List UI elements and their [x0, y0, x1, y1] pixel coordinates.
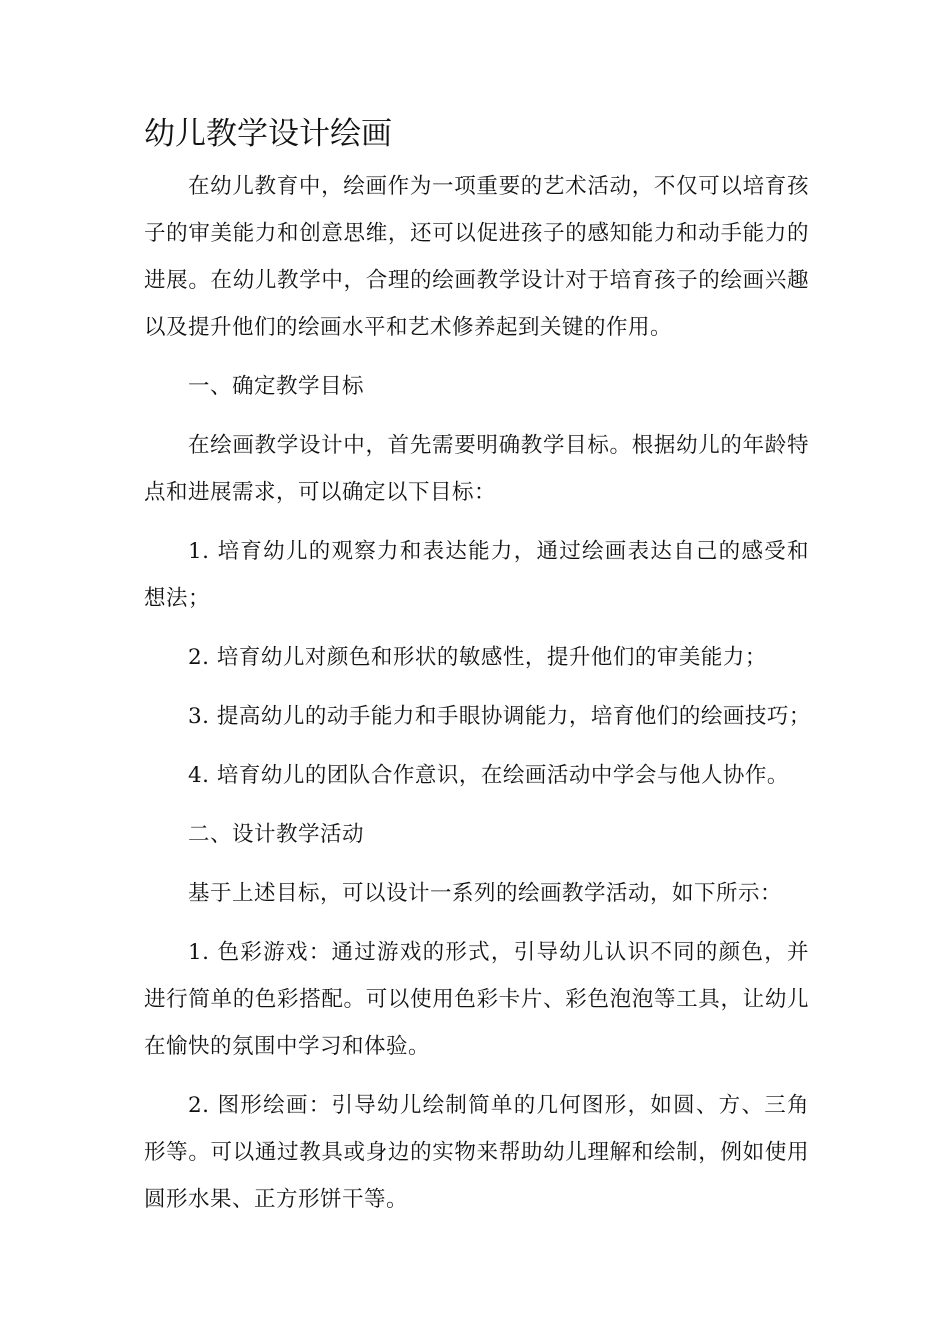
document-title: 幼儿教学设计绘画	[144, 116, 392, 152]
activities-intro-paragraph: 基于上述目标，可以设计一系列的绘画教学活动，如下所示：	[188, 881, 783, 906]
goal-item-4: 4. 培育幼儿的团队合作意识，在绘画活动中学会与他人协作。	[188, 763, 789, 788]
activity-item-1: 1. 色彩游戏：通过游戏的形式，引导幼儿认识不同的颜色，并进行简单的色彩搭配。可以使用色彩卡片、彩色泡泡等工具，让幼儿在愉快的氛围中学习和体验。	[144, 940, 809, 1059]
goal-item-1: 1. 培育幼儿的观察力和表达能力，通过绘画表达自己的感受和想法；	[144, 539, 809, 611]
intro-paragraph: 在幼儿教育中，绘画作为一项重要的艺术活动，不仅可以培育孩子的审美能力和创意思维，还可以促进孩子的感知能力和动手能力的进展。在幼儿教学中，合理的绘画教学设计对于培育孩子的绘画兴趣以及提升他们的绘画水平和艺术修养起到关键的作用。	[144, 174, 809, 340]
activity-item-2: 2. 图形绘画：引导幼儿绘制简单的几何图形，如圆、方、三角形等。可以通过教具或身边的实物来帮助幼儿理解和绘制，例如使用圆形水果、正方形饼干等。	[144, 1093, 809, 1212]
goal-item-2: 2. 培育幼儿对颜色和形状的敏感性，提升他们的审美能力；	[188, 645, 767, 670]
goal-item-3: 3. 提高幼儿的动手能力和手眼协调能力，培育他们的绘画技巧；	[188, 704, 811, 729]
goals-intro-paragraph: 在绘画教学设计中，首先需要明确教学目标。根据幼儿的年龄特点和进展需求，可以确定以下目标：	[144, 433, 809, 505]
section-heading-activities: 二、设计教学活动	[188, 822, 365, 847]
section-heading-goals: 一、确定教学目标	[188, 374, 365, 399]
document-body	[144, 163, 809, 1235]
